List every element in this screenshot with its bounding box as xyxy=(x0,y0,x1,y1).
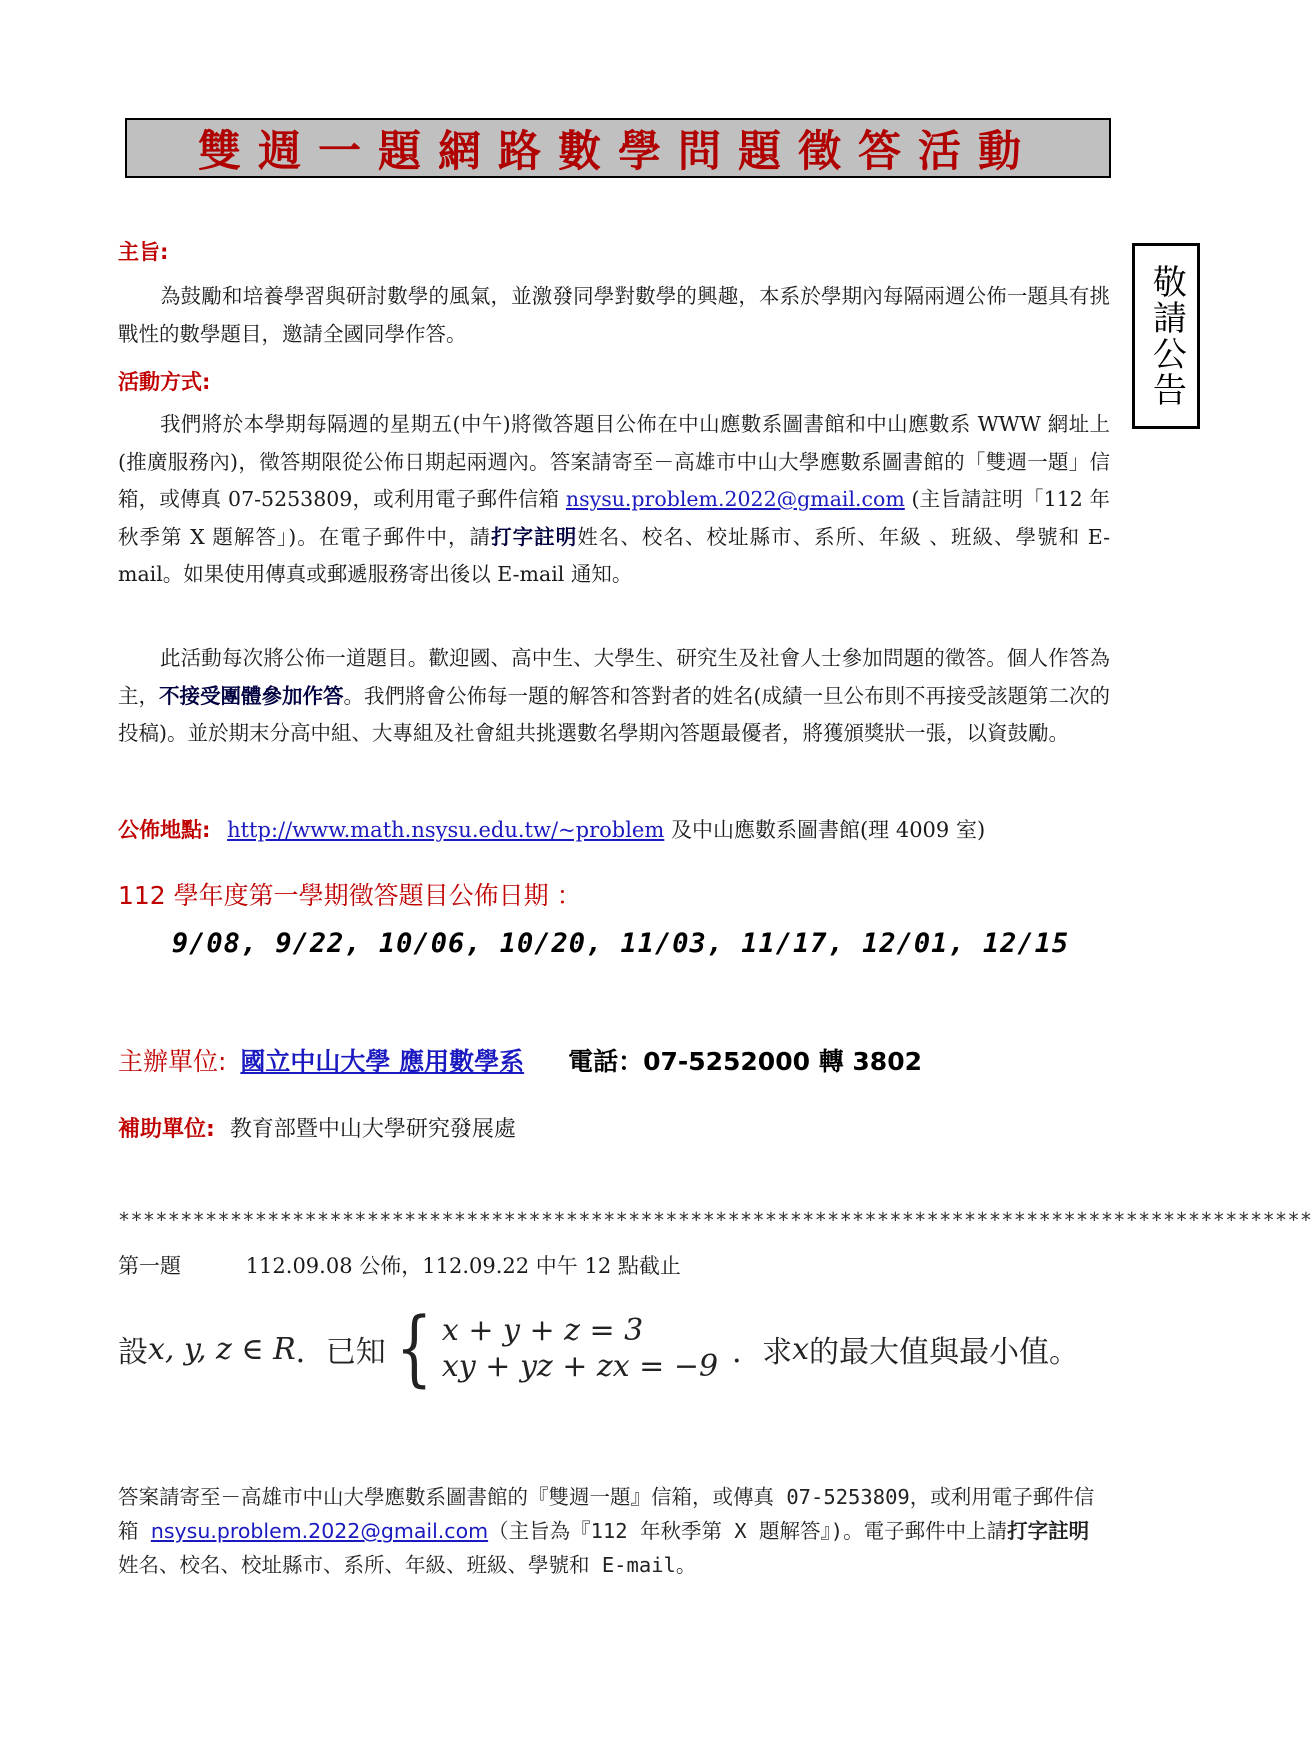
schedule-heading: 112 學年度第一學期徵答題目公佈日期 ： xyxy=(118,881,582,910)
method-heading: 活動方式: xyxy=(118,370,211,394)
schedule-dates: 9/08, 9/22, 10/06, 10/20, 11/03, 11/17, 12/01, 12/15 xyxy=(171,928,1070,959)
problem-vars: x, y, z ∈ R xyxy=(148,1331,296,1367)
footer-instructions xyxy=(118,1480,1098,1582)
sponsor-name: 教育部暨中山大學研究發展處 xyxy=(229,1117,516,1142)
location-url-link[interactable]: http://www.math.nsysu.edu.tw/~problem xyxy=(227,818,665,842)
location-row xyxy=(118,814,985,844)
title-banner xyxy=(125,118,1111,178)
sponsor-label: 補助單位: xyxy=(118,1117,215,1142)
method-p2-a: 此活動每次將公佈一道題目。歡迎國、高中生、大學生、研究生及社會人士參加問題的徵答。個人作答為主， xyxy=(118,646,1110,708)
organizer-link[interactable]: 國立中山大學 應用數學系 xyxy=(240,1047,525,1076)
notice-box xyxy=(1132,243,1200,429)
footer-text-a: 答案請寄至－高雄市中山大學應數系圖書館的『雙週一題』信箱，或傳真 07-5253809，或利用電子郵件信箱 xyxy=(118,1485,1095,1543)
separator-line: ************************************************************************************************ xyxy=(118,1208,1312,1232)
problem-ask-a: ．求 xyxy=(732,1335,793,1370)
page-title: 雙週一題網路數學問題徵答活動 xyxy=(198,126,1038,177)
problem-info xyxy=(118,1250,681,1280)
footer-text-c: 姓名、校名、校址縣市、系所、年級、班級、學號和 E-mail。 xyxy=(118,1553,697,1577)
method-p2-b: 。我們將會公佈每一題的解答和答對者的姓名(成績一旦公布則不再接受該題第二次的投稿)。並於期末分高中組、大專組及社會組共挑選數名學期內答題最優者，將獲頒獎狀一張，以資鼓勵。 xyxy=(118,683,1110,745)
method-text-b: (主旨請註明「112 年秋季第 X 題解答」)。在電子郵件中，請 xyxy=(118,487,1110,549)
organizer-row xyxy=(118,1042,922,1078)
purpose-heading: 主旨: xyxy=(118,240,169,264)
method-paragraph-1 xyxy=(118,406,1110,594)
problem-given: ．已知 xyxy=(295,1335,386,1370)
location-rest: 及中山應數系圖書館(理 4009 室) xyxy=(670,818,986,842)
method-text-a: 我們將於本學期每隔週的星期五(中午)將徵答題目公佈在中山應數系圖書館和中山應數系 WWW 網址上(推廣服務內)，徵答期限從公佈日期起兩週內。答案請寄至－高雄市中山大學應數系圖書館的「雙週一題」信箱，或傳真 07-5253809，或利用電子郵件信箱 xyxy=(118,412,1110,511)
left-brace-symbol: { xyxy=(395,1301,433,1396)
problem-dates: 112.09.08 公佈，112.09.22 中午 12 點截止 xyxy=(245,1254,681,1278)
problem-statement xyxy=(118,1301,1079,1396)
footer-email-link[interactable]: nsysu.problem.2022@gmail.com xyxy=(150,1519,489,1543)
equation-system xyxy=(442,1313,718,1385)
notice-text: 敬請公告 xyxy=(1146,264,1187,408)
location-label: 公佈地點: xyxy=(118,818,211,842)
method-bold: 打字註明 xyxy=(491,524,578,549)
problem-ask-b: 的最大值與最小值。 xyxy=(809,1335,1079,1370)
sponsor-row xyxy=(118,1112,516,1143)
organizer-phone: 電話：07-5252000 轉 3802 xyxy=(568,1047,922,1076)
organizer-label: 主辦單位: xyxy=(118,1047,227,1076)
footer-text-b: （主旨為『112 年秋季第 X 題解答』)。電子郵件中上請 xyxy=(488,1519,1008,1543)
method-paragraph-2 xyxy=(118,640,1110,753)
problem-prefix: 設 xyxy=(118,1335,148,1370)
method-text-c: 姓名、校名、校址縣市、系所、年級 、班級、學號和 E-mail。如果使用傳真或郵遞服務寄出後以 E-mail 通知。 xyxy=(118,524,1110,586)
equation-1: x + y + z = 3 xyxy=(441,1313,644,1348)
no-group-notice: 不接受團體參加作答 xyxy=(159,683,344,708)
purpose-paragraph xyxy=(118,278,1110,353)
email-link[interactable]: nsysu.problem.2022@gmail.com xyxy=(565,487,905,511)
equation-2: xy + yz + zx = −9 xyxy=(441,1349,719,1384)
problem-number: 第一題 xyxy=(118,1254,181,1278)
footer-bold: 打字註明 xyxy=(1007,1519,1090,1543)
purpose-text: 為鼓勵和培養學習與研討數學的風氣，並激發同學對數學的興趣，本系於學期內每隔兩週公佈一題具有挑戰性的數學題目，邀請全國同學作答。 xyxy=(118,284,1110,346)
problem-ask-var: x xyxy=(792,1331,809,1367)
